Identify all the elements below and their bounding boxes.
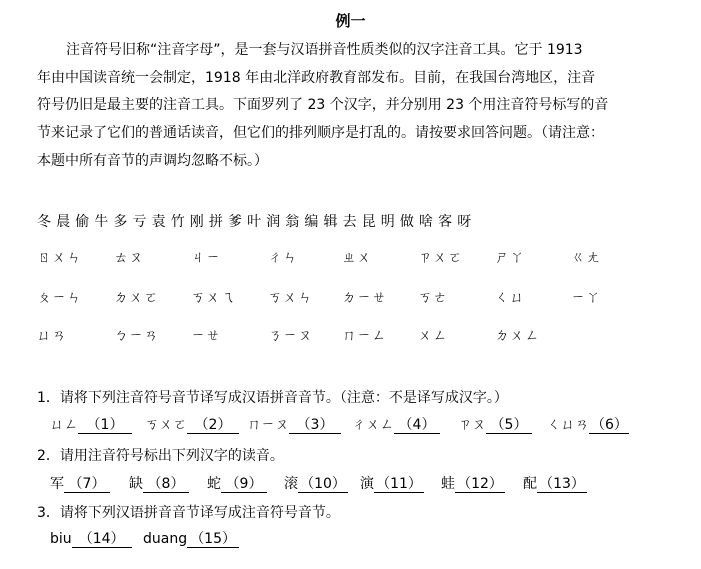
bopomofo-syllable: ㄩㄢ: [37, 328, 67, 344]
q3-given: duang: [143, 531, 188, 547]
answer-blank[interactable]: （10）: [298, 476, 348, 493]
q1-given: ㄔㄨㄥ: [352, 417, 394, 433]
bopomofo-syllable: ㄎㄜ: [418, 290, 448, 306]
bopomofo-syllable: ㄨㄥ: [418, 328, 448, 344]
answer-blank[interactable]: （7）: [64, 476, 110, 493]
q2-item: [207, 473, 267, 493]
q3-given: biu: [50, 531, 72, 547]
answer-blank[interactable]: （9）: [221, 476, 267, 493]
bopomofo-syllable: ㄕㄚ: [495, 250, 525, 266]
answer-blank[interactable]: （14）: [72, 531, 132, 548]
q3-item: [50, 531, 132, 548]
question-3-prompt: 3．请将下列汉语拼音音节译写成注音符号音节。: [37, 505, 340, 521]
q2-given: 军: [50, 476, 64, 492]
answer-blank[interactable]: （3）: [289, 417, 341, 434]
answer-blank[interactable]: （1）: [78, 417, 132, 434]
bopomofo-syllable: ㄉㄧㄝ: [342, 290, 387, 306]
q1-given: ㄗㄡ: [458, 417, 486, 433]
q2-given: 蛇: [207, 476, 221, 492]
bopomofo-syllable: ㄑㄩ: [495, 290, 525, 306]
bopomofo-syllable: ㄓㄨ: [342, 250, 372, 266]
bopomofo-syllable: ㄔㄣ: [268, 250, 298, 266]
character-list: 冬晨偷牛多亏袁竹刚拼爹叶润翁编辑去昆明做啥客呀: [37, 214, 477, 230]
q1-given: ㄇㄧㄡ: [247, 417, 289, 433]
answer-blank[interactable]: （6）: [591, 417, 628, 433]
q2-item: [284, 473, 348, 493]
q1-item: [352, 414, 440, 434]
question-2-prompt: 2．请用注音符号标出下列汉字的读音。: [37, 448, 284, 464]
bopomofo-syllable: ㄍㄤ: [571, 250, 601, 266]
q1-item: [547, 414, 629, 434]
intro-line-3: 符号仍旧是最主要的注音工具。下面罗列了 23 个汉字，并分别用 23 个用注音符号标写的音: [37, 97, 609, 113]
bopomofo-syllable: ㄊㄡ: [114, 250, 144, 266]
q2-given: 配: [523, 476, 537, 492]
bopomofo-syllable: ㄉㄨㄥ: [495, 328, 540, 344]
q2-given: 蛙: [441, 476, 455, 492]
q2-given: 滚: [284, 476, 298, 492]
q2-item: [523, 473, 587, 493]
q2-given: 缺: [129, 476, 143, 492]
answer-blank[interactable]: （11）: [374, 476, 424, 493]
bopomofo-syllable: ㄖㄨㄣ: [37, 250, 82, 266]
answer-blank[interactable]: （12）: [455, 476, 505, 493]
bopomofo-syllable: ㄐㄧ: [191, 250, 221, 266]
q2-item: [360, 473, 424, 493]
answer-blank[interactable]: （13）: [537, 476, 587, 493]
intro-line-4: 节来记录了它们的普通话读音，但它们的排列顺序是打乱的。请按要求回答问题。（请注意：: [37, 125, 604, 141]
answer-blank[interactable]: （5）: [486, 417, 532, 434]
intro-line-1: 注音符号旧称“注音字母”，是一套与汉语拼音性质类似的汉字注音工具。它于 1913: [66, 42, 583, 58]
bopomofo-syllable: ㄇㄧㄥ: [342, 328, 387, 344]
page-title: 例一: [335, 12, 366, 30]
answer-blank[interactable]: （2）: [187, 417, 239, 434]
q1-item: [247, 414, 341, 434]
intro-line-2: 年由中国读音统一会制定，1918 年由北洋政府教育部发布。目前，在我国台湾地区，注音: [37, 70, 596, 86]
answer-blank[interactable]: （15）: [187, 531, 239, 548]
q1-item: [458, 414, 532, 434]
bopomofo-syllable: ㄉㄨㄛ: [114, 290, 159, 306]
q1-given: ㄑㄩㄢ: [547, 417, 589, 433]
question-1-prompt: 1．请将下列注音符号音节译写成汉语拼音音节。（注意：不是译写成汉字。）: [37, 390, 508, 406]
q1-given: ㄎㄨㄛ: [145, 417, 187, 433]
bopomofo-syllable: ㄋㄧㄡ: [268, 328, 313, 344]
q2-item: [50, 473, 110, 493]
bopomofo-syllable: ㄎㄨㄣ: [268, 290, 313, 306]
q3-item: [143, 531, 239, 548]
answer-blank[interactable]: （4）: [394, 417, 440, 434]
q2-given: 演: [360, 476, 374, 492]
bopomofo-syllable: ㄗㄨㄛ: [418, 250, 463, 266]
bopomofo-syllable: ㄅㄧㄢ: [114, 328, 159, 344]
bopomofo-syllable: ㄧㄝ: [191, 328, 221, 344]
bopomofo-syllable: ㄆㄧㄣ: [37, 290, 82, 306]
answer-blank[interactable]: （8）: [143, 476, 189, 493]
q2-item: [129, 473, 189, 493]
bopomofo-syllable: ㄧㄚ: [571, 290, 601, 306]
q2-item: [441, 473, 505, 493]
q1-item: [50, 414, 132, 434]
q1-item: [145, 414, 239, 434]
intro-line-5: 本题中所有音节的声调均忽略不标。）: [37, 153, 268, 169]
bopomofo-syllable: ㄎㄨㄟ: [191, 290, 236, 306]
q1-given: ㄩㄥ: [50, 417, 78, 433]
